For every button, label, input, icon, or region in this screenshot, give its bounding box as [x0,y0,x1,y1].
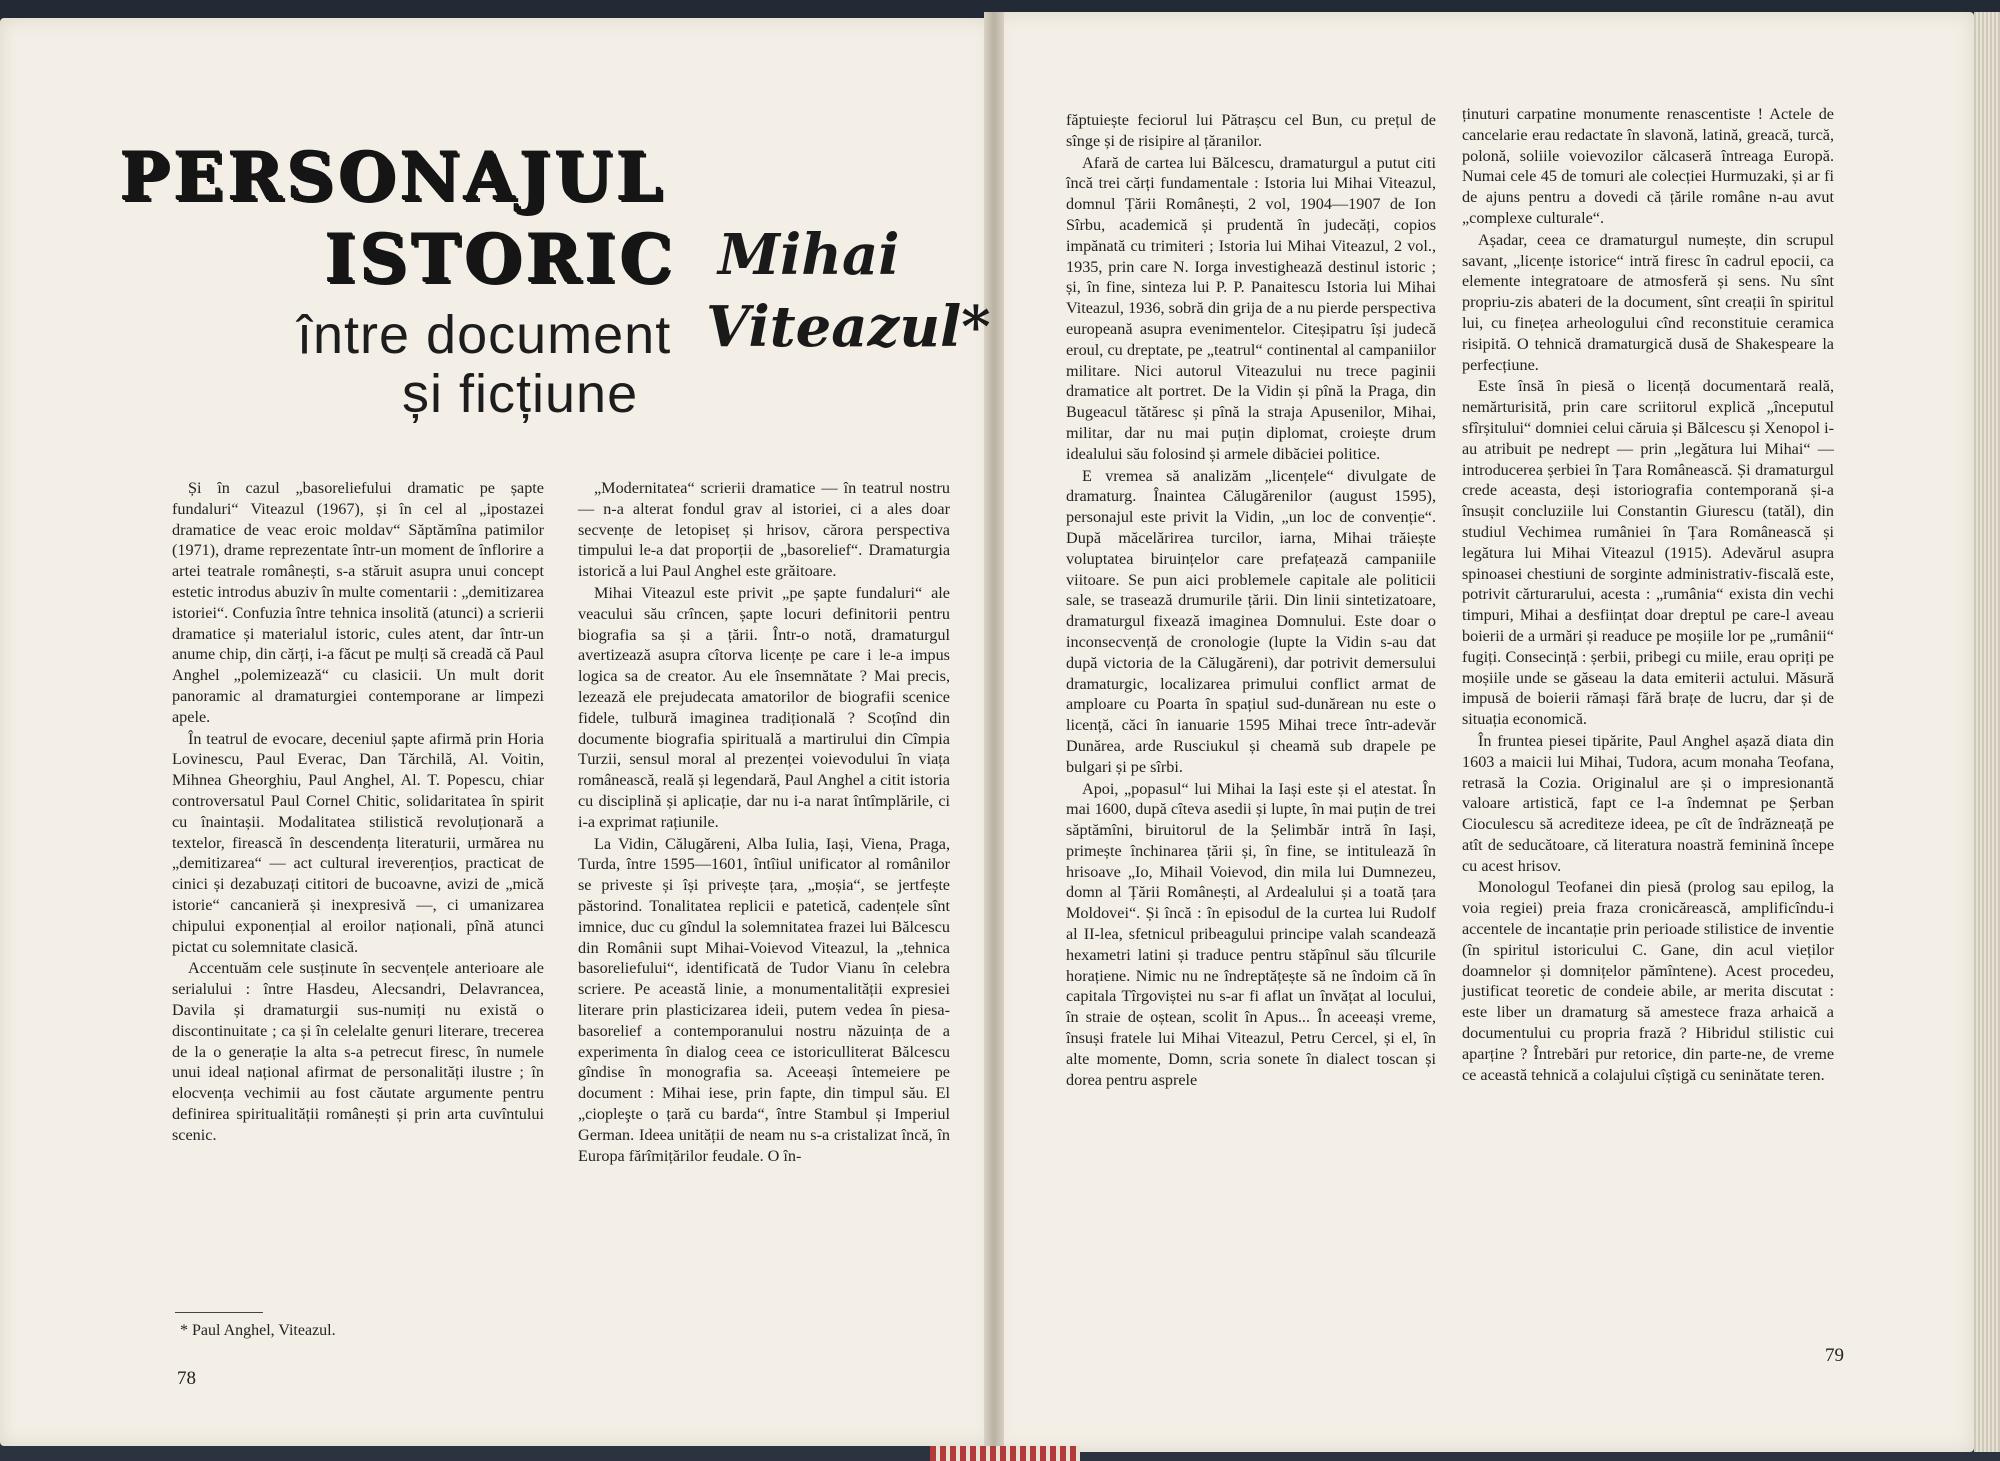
footnote: * Paul Anghel, Viteazul. [180,1322,336,1339]
title-line-4: și ficțiune [402,364,639,424]
paragraph: Monologul Teofanei din piesă (prolog sau epilog, la voia regiei) preia fraza cronicărească, amplificîndu-i accentele de incantație prin perioade stilistice de inventie (în spiritul istoricului C. Gane, din acul vieților doamnelor și domnițelor pămîntene). Acest procedeu, justificat teoretic de condeie abile, ar merita discutat : este liber un dramaturg să amestece fraza arhaică a documentului cu propria frază ? Hibridul stilistic cui aparține ? Întrebări pur retorice, din parte-ne, de vreme ce această tehnică a colajului cîștigă cu seninătate teren. [1462,878,1834,1084]
paragraph: Așadar, ceea ce dramaturgul numește, din scrupul savant, „licențe istorice“ intră firesc în cadrul epocii, ca elemente integratoare de atmosferă și sens. Nu sînt propriu-zis abateri de la document, sînt creații în spiritul lui, cu finețea arheologului cînd reconstituie ceramica risipită. O tehnică dramaturgică dusă de Shakespeare la perfecțiune. [1462,230,1834,374]
subject-line-2: Viteazul* [706,294,991,360]
column-4 [1462,104,1834,1344]
paragraph: În teatrul de evocare, deceniul șapte afirmă prin Horia Lovinescu, Paul Everac, Dan Tărchilă, Al. Voitin, Mihnea Gheorghiu, Paul Anghel, Al. T. Popescu, chiar controversatul Paul Cornel Chitic, solidaritatea în spirit cu înaintașii. Modalitatea stilistică revoluționară a textelor, firească în descendența literaturii, urmărea nu „demitizarea“ — act cultural ireverențios, practicat de cinici și dezabuzați cititori de bucoavne, avizi de „mică istorie“ cancanieră și inexpresivă —, ci umanizarea chipului exponențial al eroilor naționali, pînă atunci pictat cu solemnitate clasică. [172,729,544,956]
paragraph: Mihai Viteazul este privit „pe șapte fundaluri“ ale veacului său crîncen, șapte locuri definitorii pentru biografia sa și a țării. Într-o notă, dramaturgul avertizează asupra cîtorva licențe pe care i le-a impus logica sa de creator. Au ele însemnătate ? Mai precis, lezează ele prejudecata amatorilor de biografii scenice fidele, tulbură imaginea tradițională ? Scoțînd din documente biografia spirituală a martirului din Cîmpia Turzii, sensul moral al prezenței voievodului în viața românească, reală și legendară, Paul Anghel a citit istoria cu disciplină și aplicație, dar nu i-a narat întîmplările, ci i-a exprimat rațiunile. [578,583,950,831]
book-gutter [984,12,1004,1452]
paragraph: Este însă în piesă o licență documentară reală, nemărturisită, prin care scriitorul explică „începutul sfîrșitului“ domniei celui căruia și Bălcescu și Xenopol i-au atribuit pe nedrept — prin „legătura lui Mihai“ — introducerea șerbiei în Țara Românească. Și dramaturgul crede aceasta, deși istoriografia contemporană și-a însușit concluziile lui Constantin Giurescu (tatăl), din studiul Vechimea rumâniei în Țara Românească și legătura lui Mihai Viteazul (1915). Adevărul asupra spinoasei chestiuni de sorginte administrativ-fiscală este, potrivit cărturarului, acesta : „rumânia“ exista din vechi timpuri, Mihai a desființat doar dreptul pe care-l aveau boierii de a urmări și readuce pe moșiile lor pe „rumânii“ fugiți. Consecință : șerbii, pribegi cu miile, erau opriți pe moșiile unde se găseau la data emiterii actului. Măsură impusă de boierii rămași fără brațe de lucru, dar și de situația economică. [1462,377,1834,729]
page-number-right: 79 [1825,1345,1844,1366]
paragraph: E vremea să analizăm „licențele“ divulgate de dramaturg. Înaintea Călugărenilor (august 1595), personajul este privit la Vidin, „un loc de convenție“. După măcelărirea turcilor, iarna, Mihai trăiește voluptatea biruințelor care prefațează campaniile viitoare. Se pun aici problemele capitale ale politicii sale, se trasează drumurile țării. Din linii sintetizatoare, dramaturgul fixează imaginea Domnului. Este doar o inconsecvență de cronologie (lupte la Vidin s-au dat după victoria de la Călugăreni), dar potrivit demersului dramaturgic, localizarea primului conflict armat de amploare cu Poarta în spațiul sud-dunărean nu este o licență, căci în ianuarie 1595 Mihai trece într-adevăr Dunărea, arde Rusciukul și cheamă sub drapele pe bulgari și pe sîrbi. [1066,466,1436,776]
column-2 [578,478,950,1338]
paragraph: „Modernitatea“ scrierii dramatice — în teatrul nostru — n-a alterat fondul grav al istoriei, ci a ales doar secvențe de letopiseț și hrisov, cărora perspectiva timpului le-a dat proporții de „basorelief“. Dramaturgia istorică a lui Paul Anghel este grăitoare. [578,479,950,581]
paragraph: În fruntea piesei tipărite, Paul Anghel așază diata din 1603 a maicii lui Mihai, Tudora, acum monaha Teofana, retrasă la Cozia. Originalul are și o impresionantă valoare artistică, fapt ce l-a îndemnat pe Șerban Cioculescu să acrediteze ideea, pe cît de îndrăzneață pe atît de seducătoare, că literatura noastră feminină începe cu acest hrisov. [1462,731,1834,875]
column-3 [1066,110,1436,1340]
paragraph: ținuturi carpatine monumente renascentiste ! Actele de cancelarie erau redactate în slavonă, latină, greacă, turcă, polonă, soliile voievozilor călcaseră întreaga Europă. Numai cele 45 de tomuri ale colecției Hurmuzaki, și ar fi de ajuns pentru a dovedi că țările române n-au avut „complexe culturale“. [1462,105,1834,227]
paragraph: Și în cazul „basoreliefului dramatic pe șapte fundaluri“ Viteazul (1967), și în cel al „ipostazei dramatice de veac eroic moldav“ Săptămîna patimilor (1971), drame reprezentate într-un moment de înflorire a artei teatrale românești, s-a stăruit asupra unui concept estetic introdus abuziv în multe comentarii : „demitizarea istoriei“. Confuzia între tehnica insolită (atunci) a scrierii dramatice și materialul istoric, cules atent, dar într-un anume chip, din cărți, i-a făcut pe mulți să creadă că Paul Anghel „polemizează“ cu clasicii. Un mult dorit panoramic al dramaturgiei contemporane ar limpezi apele. [172,479,544,726]
footnote-rule [175,1312,263,1313]
page-edges [1974,12,2000,1452]
paragraph: făptuiește feciorul lui Pătrașcu cel Bun, cu prețul de sînge și de risipire al țăranilor. [1066,111,1436,150]
title-line-1: PERSONAJUL [120,138,667,216]
title-line-2: ISTORIC [325,220,677,298]
page-number-left: 78 [177,1368,196,1389]
column-1 [172,478,544,1308]
paragraph: La Vidin, Călugăreni, Alba Iulia, Iași, Viena, Praga, Turda, între 1595—1601, întîiul unificator al românilor se priveste și își privește țara, „moșia“, se jertfește păstorind. Tonalitatea replicii e patetică, cadențele sînt imnice, duc cu gîndul la solemnitatea frazei lui Bălcescu din Românii supt Mihai-Voievod Viteazul, la „tehnica basoreliefului“, identificată de Tudor Vianu în celebra scriere. Pe această linie, a monumentalității expresiei literare prin plasticizarea ideii, putem vedea în piesa-basorelief a contemporanului nostru năzuința de a experimenta în dialog ceea ce istoriculliterat Bălcescu gîndise în monografia sa. Aceeași întemeiere pe document : Mihai iese, prin fapte, din timpul său. El „ciopleşte o țară cu barda“, între Stambul și Imperiul German. Ideea unității de neam nu s-a cristalizat încă, în Europa fărîmițărilor feudale. O în- [578,834,950,1165]
paragraph: Accentuăm cele susținute în secvențele anterioare ale serialului : între Hasdeu, Alecsandri, Delavrancea, Davila și dramaturgii sus-numiți nu există o discontinuitate ; ca și în celelalte genuri literare, trecerea de la o generație la alta s-a petrecut firesc, în numele unui ideal național afirmat de personalități ilustre ; în elocvența vechimii au fost căutate argumente pentru definirea spiritualității românești și prin arta cuvîntului scenic. [172,959,544,1144]
paragraph: Apoi, „popasul“ lui Mihai la Iași este și el atestat. În mai 1600, după cîteva asedii și lupte, în mai puțin de trei săptămîni, biruitorul de la Șelimbăr intră în Iași, primește închinarea țării și, în fine, se intitulează în hrisoave „Io, Mihail Voievod, din mila lui Dumnezeu, domn al Țării Românești, al Ardealului și a toată țara Moldovei“. Și încă : în episodul de la curtea lui Rudolf al II-lea, sfetnicul pribeagului principe valah scandează hexametri latini și traduce pentru stăpînul său tîlcurile horațiene. Nimic nu ne îndreptățește să ne îndoim că în capitala Tîrgoviștei nu s-ar fi aflat un învățat al locului, în straie de oștean, scolit în Apus... În aceeași vreme, însuși fratele lui Mihai Viteazul, Petru Cercel, și el, în alte momente, Domn, scria sonete în dialect toscan și dorea pentru asprele [1066,779,1436,1089]
subject-line-1: Mihai [718,222,900,288]
spine-bookmark [930,1446,1080,1461]
title-line-3: între document [297,305,672,365]
paragraph: Afară de cartea lui Bălcescu, dramaturgul a putut citi încă trei cărți fundamentale : Istoria lui Mihai Viteazul, domnul Țării Românești, 2 vol, 1904—1907 de Ion Sîrbu, academică și prudentă în judecăți, copios impănată cu trimiteri ; Istoria lui Mihai Viteazul, 2 vol., 1935, prin care N. Iorga investighează destinul istoric ; și, în fine, sinteza lui P. P. Panaitescu Istoria lui Mihai Viteazul, 1936, sobră din grija de a nu pierde perspectiva europeană asupra evenimentelor. Citeșipatru își judecă eroul, cu dreptate, pe „teatrul“ continental al campaniilor militare. Nici autorul Viteazului nu trece paginii dramatice alt portret. De la Vidin și pînă la Praga, din Bugeacul tătăresc și pînă la straja Apusenilor, Mihai, militar, dar nu mai puțin diplomat, croiește drum idealului său folosind și armele dibăciei politice. [1066,153,1436,463]
